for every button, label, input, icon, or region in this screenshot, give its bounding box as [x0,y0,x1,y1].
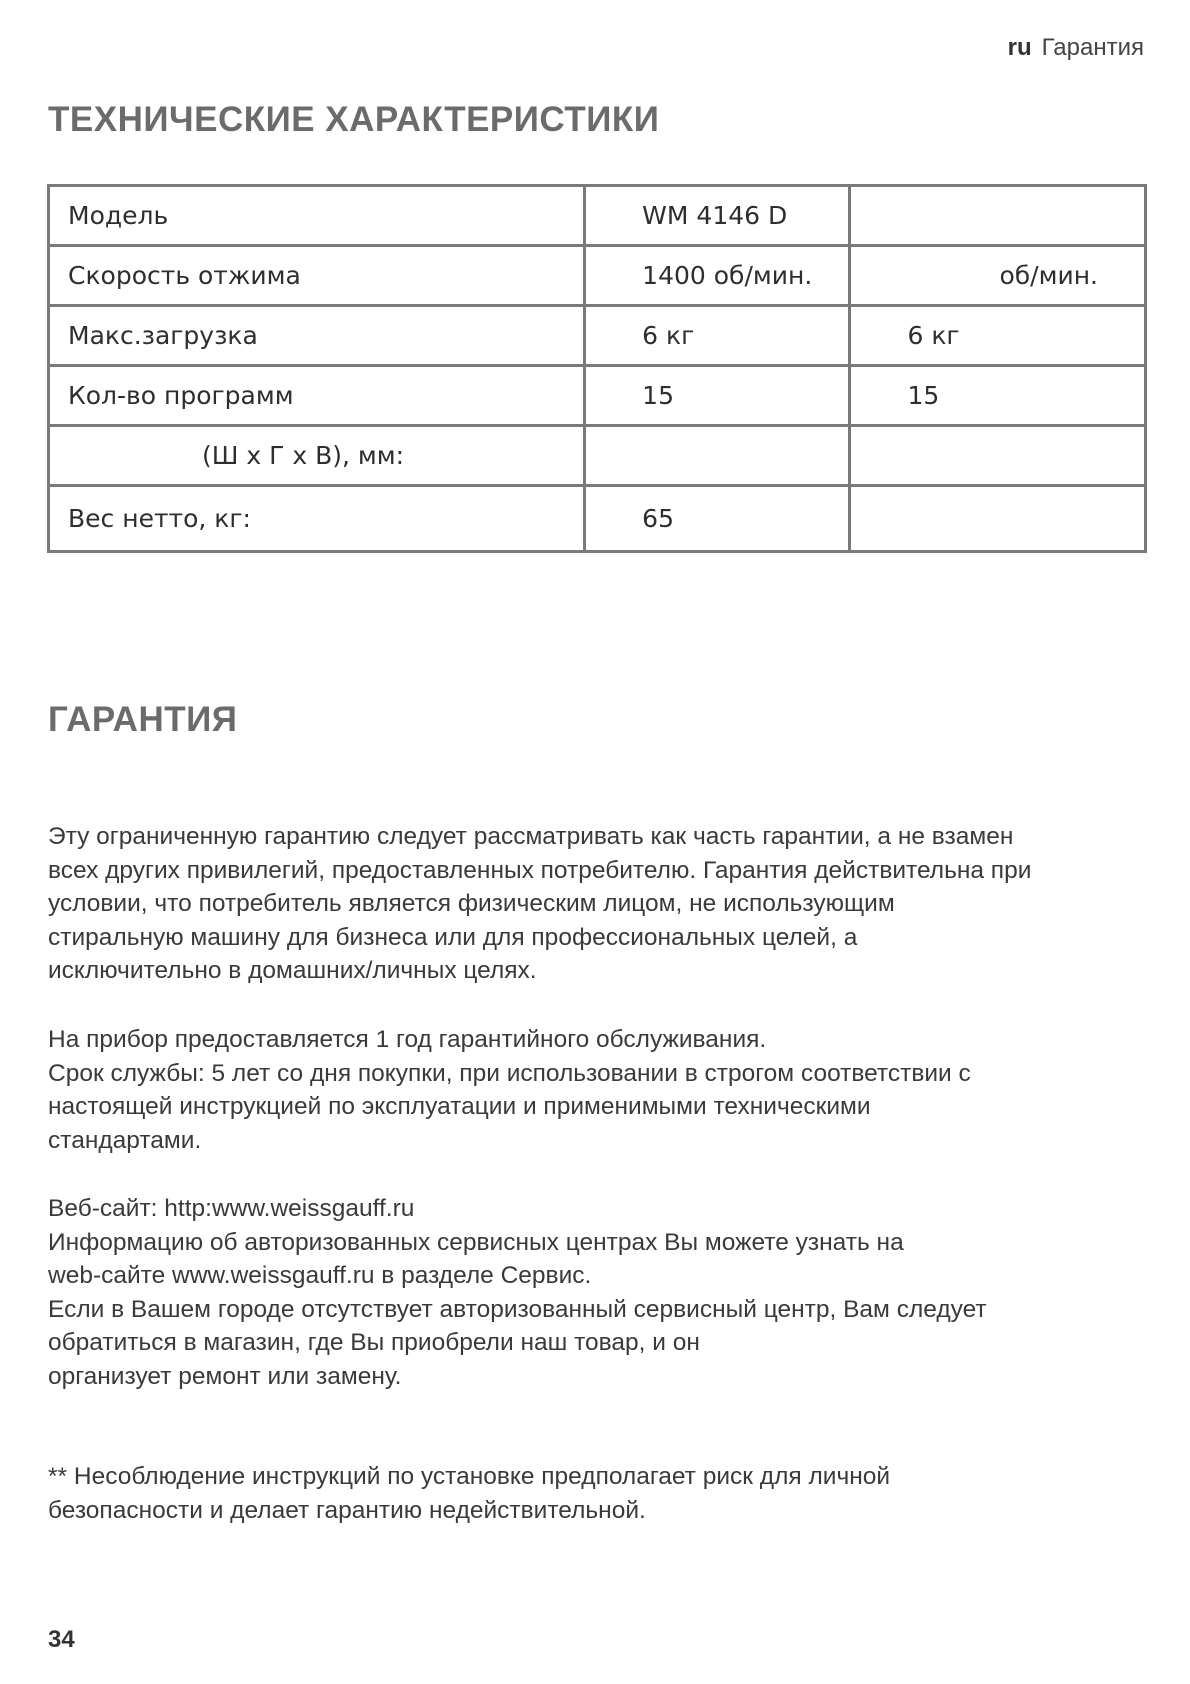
text-line: Информацию об авторизованных сервисных центрах Вы можете узнать на [48,1228,904,1256]
table-row [49,426,1146,486]
spec-value-spin-speed-alt: об/мин. [850,246,1146,306]
text-line: На прибор предоставляется 1 год гарантийного обслуживания. [48,1026,767,1053]
warranty-paragraph-2 [48,1023,1158,1157]
spec-value-model-alt [850,186,1146,246]
table-row [49,306,1146,366]
table-row [49,366,1146,426]
warranty-title: ГАРАНТИЯ [48,700,238,739]
text-line: обратиться в магазин, где Вы приобрели наш товар, и он [48,1329,700,1356]
warranty-paragraph-3 [48,1192,1158,1393]
text-line: Эту ограниченную гарантию следует рассматривать как часть гарантии, а не взамен [48,823,1014,850]
text-line: ** Несоблюдение инструкций по установке предполагает риск для личной [48,1463,891,1490]
spec-value-max-load-alt: 6 кг [850,306,1146,366]
spec-label-spin-speed: Скорость отжима [49,246,585,306]
spec-value-dimensions [585,426,850,486]
text-line: web-сайте www.weissgauff.ru в разделе Сервис. [48,1262,592,1289]
table-row [49,186,1146,246]
page-number: 34 [48,1626,75,1653]
text-line: Если в Вашем городе отсутствует авторизованный сервисный центр, Вам следует [48,1295,987,1323]
spec-value-net-weight: 65 [585,486,850,552]
table-row [49,246,1146,306]
spec-value-max-load: 6 кг [585,306,850,366]
text-line: Веб-сайт: http:www.weissgauff.ru [48,1195,415,1222]
warranty-note [48,1460,1158,1527]
text-line: исключительно в домашних/личных целях. [48,957,537,984]
text-line: Срок службы: 5 лет со дня покупки, при использовании в строгом соответствии с [48,1059,971,1087]
spec-label-max-load: Макс.загрузка [49,306,585,366]
text-line: организует ремонт или замену. [48,1362,402,1390]
spec-value-dimensions-alt [850,426,1146,486]
language-code: ru [1007,34,1032,61]
spec-label-dimensions: (Ш х Г х В), мм: [49,426,585,486]
spec-label-programs: Кол-во программ [49,366,585,426]
text-line: условии, что потребитель является физическим лицом, не использующим [48,890,895,917]
page-header [1008,34,1144,62]
spec-value-programs-alt: 15 [850,366,1146,426]
text-line: настоящей инструкцией по эксплуатации и применимыми техническими [48,1093,871,1120]
spec-label-net-weight: Вес нетто, кг: [49,486,585,552]
spec-value-spin-speed: 1400 об/мин. [585,246,850,306]
text-line: стиральную машину для бизнеса или для профессиональных целей, а [48,923,858,951]
specs-table [47,184,1147,553]
text-line: всех других привилегий, предоставленных потребителю. Гарантия действительна при [48,856,1032,884]
header-section-name: Гарантия [1041,34,1144,61]
text-line: безопасности и делает гарантию недействительной. [48,1496,646,1524]
spec-value-model: WM 4146 D [585,186,850,246]
specs-title: ТЕХНИЧЕСКИЕ ХАРАКТЕРИСТИКИ [48,100,660,139]
text-line: стандартами. [48,1126,202,1154]
spec-label-model: Модель [49,186,585,246]
spec-value-programs: 15 [585,366,850,426]
spec-value-net-weight-alt [850,486,1146,552]
table-row [49,486,1146,552]
warranty-paragraph-1 [48,820,1158,988]
